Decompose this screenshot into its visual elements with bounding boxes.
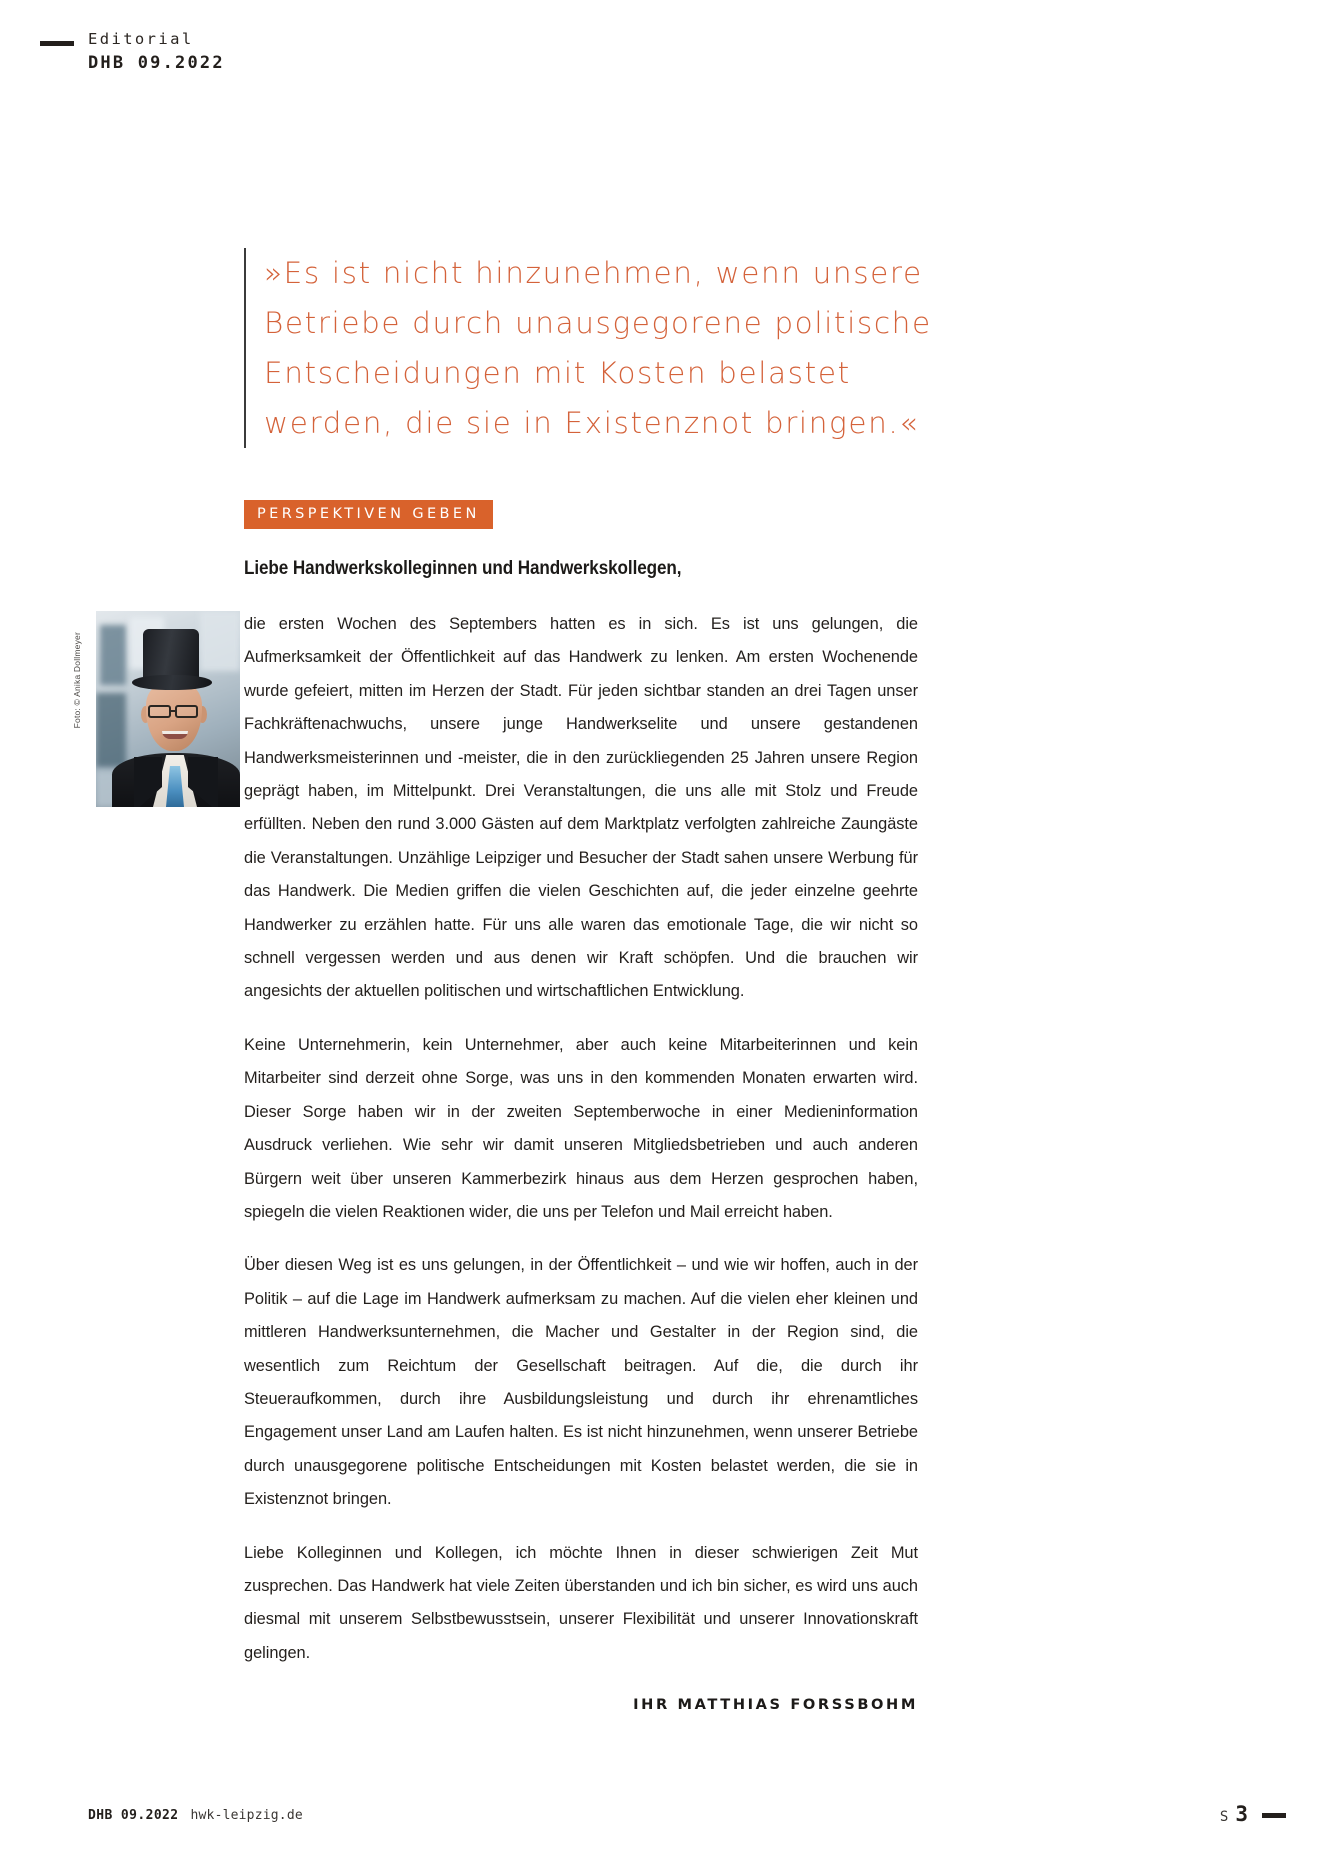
photo-background-block [100, 625, 126, 685]
page-number [1220, 1802, 1248, 1826]
pull-quote-line: Betriebe durch unausgegorene politische [264, 306, 932, 340]
photo-glasses-left [148, 705, 171, 718]
photo-mouth [162, 731, 188, 739]
photo-credit: Foto: © Anika Dollmeyer [72, 632, 82, 729]
footer-dash-icon [1262, 1813, 1286, 1818]
photo-top-hat-brim [132, 675, 212, 690]
section-badge: PERSPEKTIVEN GEBEN [244, 500, 493, 529]
page-number-prefix: S [1219, 1809, 1229, 1825]
pull-quote-line: »Es ist nicht hinzunehmen, wenn unsere [264, 256, 923, 290]
article-signature: IHR MATTHIAS FORSSBOHM [633, 1696, 918, 1714]
photo-background-block [96, 693, 126, 767]
article-paragraph: die ersten Wochen des Septembers hatten es in sich. Es ist uns gelungen, die Aufmerksamkeit der Öffentlichkeit auf das Handwerk zu lenken. Am ersten Wochenende wurde gefeiert, mitten im Herzen der Stadt. Für jeden sichtbar standen an drei Tagen unser Fachkräftenachwuchs, unsere junge Handwerkselite und unsere gestandenen Handwerksmeisterinnen und -meister, die in den zurückliegenden 25 Jahren unsere Region geprägt haben, im Mittelpunkt. Drei Veranstaltungen, die uns alle mit Stolz und Freude erfüllten. Neben den rund 3.000 Gästen auf dem Marktplatz verfolgten zahlreiche Zaungäste die Veranstaltungen. Unzählige Leipziger und Besucher der Stadt sahen unsere Werbung für das Handwerk. Die Medien griffen die vielen Geschichten auf, die jeder einzelne geehrte Handwerker zu erzählen hatte. Für uns alle waren das emotionale Tage, die wir nicht so schnell vergessen werden und aus denen wir Kraft schöpfen. Und die brauchen wir angesichts der aktuellen politischen und wirtschaftlichen Entwicklung. [244, 615, 918, 1001]
header-issue: DHB 09.2022 [88, 53, 225, 74]
article-salutation: Liebe Handwerkskolleginnen und Handwerkskollegen, [244, 558, 682, 579]
page-footer [88, 1808, 303, 1823]
header-dash-icon [40, 41, 74, 46]
pull-quote-line: Entscheidungen mit Kosten belastet [264, 356, 851, 390]
article-paragraph: Liebe Kolleginnen und Kollegen, ich möchte Ihnen in dieser schwierigen Zeit Mut zusprechen. Das Handwerk hat viele Zeiten überstanden und ich bin sicher, es wird uns auch diesmal mit unserem Selbstbewusstsein, unserer Flexibilität und unserer Innovationskraft gelingen. [244, 1543, 918, 1662]
footer-url[interactable]: hwk-leipzig.de [190, 1808, 303, 1823]
header-kicker: Editorial [88, 30, 194, 48]
article-paragraph: Über diesen Weg ist es uns gelungen, in der Öffentlichkeit – und wie wir hoffen, auch in der Politik – auf die Lage im Handwerk aufmerksam zu machen. Auf die vielen eher kleinen und mittleren Handwerksunternehmen, die Macher und Gestalter in der Region sind, die wesentlich zum Reichtum der Gesellschaft beitragen. Auf die, die durch ihr Steueraufkommen, durch ihre Ausbildungsleistung und durch ihr ehrenamtliches Engagement unser Land am Laufen halten. Es ist nicht hinzunehmen, wenn unserer Betriebe durch unausgegorene politische Entscheidungen mit Kosten belastet werden, die sie in Existenznot bringen. [244, 1256, 918, 1509]
photo-glasses-bridge [171, 710, 177, 712]
article-paragraph: Keine Unternehmerin, kein Unternehmer, aber auch keine Mitarbeiterinnen und kein Mitarbeiter sind derzeit ohne Sorge, was uns in den kommenden Monaten erwarten wird. Dieser Sorge haben wir in der zweiten Septemberwoche in einer Medieninformation Ausdruck verliehen. Wie sehr wir damit unseren Mitgliedsbetrieben und auch anderen Bürgern weit über unseren Kammerbezirk hinaus aus dem Herzen gesprochen haben, spiegeln die vielen Reaktionen wider, die uns per Telefon und Mail erreicht haben. [244, 1035, 918, 1221]
pull-quote-line: werden, die sie in Existenznot bringen.« [264, 406, 919, 440]
pull-quote [244, 248, 964, 448]
photo-glasses-right [175, 705, 198, 718]
article-body [244, 608, 918, 1713]
footer-issue: DHB 09.2022 [88, 1808, 179, 1823]
author-photo [96, 611, 240, 807]
page-header [88, 28, 225, 75]
page-number-value: 3 [1235, 1802, 1248, 1826]
author-photo-image [96, 611, 240, 807]
photo-background-block [200, 611, 240, 671]
